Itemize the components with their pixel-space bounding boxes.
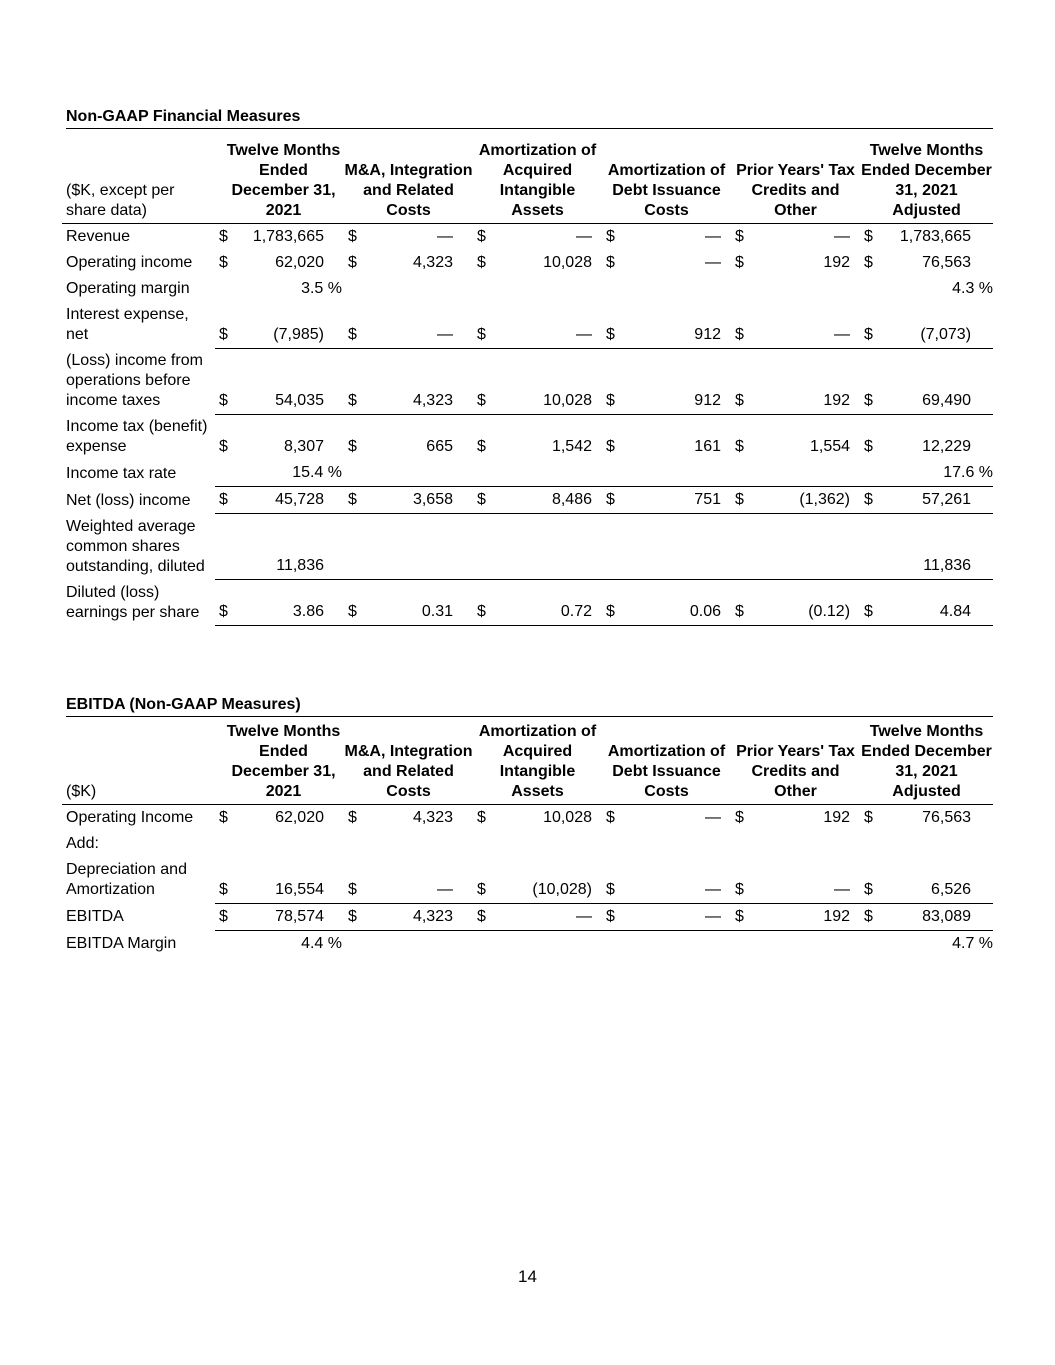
row-label: Net (loss) income <box>66 491 191 509</box>
column-header: Prior Years' Tax Credits and Other <box>731 722 860 805</box>
empty-cell <box>473 460 495 487</box>
currency-symbol: $ <box>860 302 882 348</box>
cell-value: — <box>705 228 721 245</box>
cell-value: (7,073) <box>882 302 993 348</box>
column-header: Twelve Months Ended December 31, 2021 Adjusted <box>860 141 993 224</box>
empty-cell <box>602 930 624 957</box>
percent-value: 4.4 % <box>301 934 342 952</box>
cell-value: 192 <box>823 809 851 826</box>
currency-symbol: $ <box>602 903 624 930</box>
column-header: Twelve Months Ended December 31, 2021 Adjusted <box>860 722 993 805</box>
section-title-non-gaap: Non-GAAP Financial Measures <box>66 107 993 129</box>
empty-cell <box>624 276 731 302</box>
empty-cell <box>602 514 624 580</box>
cell-value: — <box>624 903 731 930</box>
currency-symbol: $ <box>864 228 873 245</box>
cell-value: 8,307 <box>283 438 324 455</box>
empty-cell <box>366 276 473 302</box>
empty-cell <box>495 930 602 957</box>
table-row <box>62 580 993 626</box>
empty-cell <box>237 831 344 857</box>
column-header: M&A, Integration and Related Costs <box>344 722 473 805</box>
header-units-label: ($K) <box>62 722 215 805</box>
row-label: Income tax (benefit) expense <box>66 418 208 455</box>
currency-symbol: $ <box>735 228 744 245</box>
column-header: Twelve Months Ended December 31, 2021 <box>215 722 344 805</box>
column-header: Twelve Months Ended December 31, 2021 <box>215 141 344 224</box>
currency-symbol: $ <box>864 438 873 455</box>
currency-symbol: $ <box>344 348 366 414</box>
currency-symbol: $ <box>473 903 495 930</box>
cell-value: 3,658 <box>366 487 473 514</box>
row-label: Income tax rate <box>66 464 177 482</box>
cell-value: 192 <box>753 348 860 414</box>
header-row <box>62 141 993 224</box>
empty-cell <box>624 460 731 487</box>
cell-value: — <box>495 903 602 930</box>
table-row <box>62 276 993 302</box>
cell-value: — <box>753 857 860 903</box>
empty-cell <box>215 276 237 302</box>
cell-value: 16,554 <box>237 857 344 903</box>
empty-cell <box>602 460 624 487</box>
cell-value: 62,020 <box>275 254 324 271</box>
currency-symbol: $ <box>735 254 744 271</box>
cell-value: — <box>624 857 731 903</box>
currency-symbol: $ <box>215 857 237 903</box>
cell-value: 57,261 <box>882 487 993 514</box>
empty-cell <box>495 276 602 302</box>
empty-cell <box>753 930 860 957</box>
empty-cell <box>624 831 731 857</box>
cell-value: 4.84 <box>882 580 993 626</box>
currency-symbol: $ <box>602 580 624 626</box>
currency-symbol: $ <box>473 580 495 626</box>
cell-value: (1,362) <box>753 487 860 514</box>
cell-value: 83,089 <box>882 903 993 930</box>
empty-cell <box>624 930 731 957</box>
currency-symbol: $ <box>602 302 624 348</box>
cell-value: 912 <box>624 348 731 414</box>
empty-cell <box>495 831 602 857</box>
table-row <box>62 414 993 460</box>
cell-value: 0.06 <box>624 580 731 626</box>
empty-cell <box>753 831 860 857</box>
currency-symbol: $ <box>477 254 486 271</box>
empty-cell <box>495 514 602 580</box>
empty-cell <box>731 276 753 302</box>
cell-value: 1,542 <box>551 438 592 455</box>
empty-cell <box>495 460 602 487</box>
currency-symbol: $ <box>344 302 366 348</box>
currency-symbol: $ <box>602 348 624 414</box>
table-row <box>62 805 993 832</box>
cell-value: — <box>366 857 473 903</box>
currency-symbol: $ <box>219 228 228 245</box>
currency-symbol: $ <box>606 438 615 455</box>
empty-cell <box>473 930 495 957</box>
cell-value: 4,323 <box>412 809 453 826</box>
cell-value: — <box>834 228 851 245</box>
cell-value: 751 <box>624 487 731 514</box>
cell-value: 76,563 <box>922 254 972 271</box>
cell-value: (7,985) <box>237 302 344 348</box>
empty-cell <box>366 930 473 957</box>
column-header: Amortization of Debt Issuance Costs <box>602 141 731 224</box>
column-header: Prior Years' Tax Credits and Other <box>731 141 860 224</box>
currency-symbol: $ <box>215 348 237 414</box>
percent-value: 15.4 % <box>237 460 344 487</box>
empty-cell <box>731 514 753 580</box>
currency-symbol: $ <box>606 254 615 271</box>
currency-symbol: $ <box>348 254 357 271</box>
currency-symbol: $ <box>219 809 228 826</box>
shares-value: 11,836 <box>237 514 344 580</box>
currency-symbol: $ <box>477 809 486 826</box>
empty-cell <box>860 831 882 857</box>
cell-value: — <box>366 302 473 348</box>
column-header: M&A, Integration and Related Costs <box>344 141 473 224</box>
currency-symbol: $ <box>215 903 237 930</box>
cell-value: 76,563 <box>922 809 972 826</box>
currency-symbol: $ <box>473 857 495 903</box>
row-label: Operating margin <box>66 280 190 297</box>
empty-cell <box>366 514 473 580</box>
currency-symbol: $ <box>860 857 882 903</box>
cell-value: 10,028 <box>495 348 602 414</box>
row-label: Add: <box>66 835 99 852</box>
cell-value: — <box>576 228 592 245</box>
currency-symbol: $ <box>477 228 486 245</box>
empty-cell <box>473 831 495 857</box>
cell-value: — <box>705 809 721 826</box>
cell-value: — <box>495 302 602 348</box>
percent-value: 4.7 % <box>952 934 994 952</box>
empty-cell <box>602 276 624 302</box>
row-label: (Loss) income from operations before income taxes <box>66 352 203 409</box>
empty-cell <box>473 276 495 302</box>
currency-symbol: $ <box>473 487 495 514</box>
currency-symbol: $ <box>219 438 228 455</box>
currency-symbol: $ <box>602 857 624 903</box>
empty-cell <box>366 460 473 487</box>
empty-cell <box>344 276 366 302</box>
cell-value: 4,323 <box>412 254 453 271</box>
table-row <box>62 348 993 414</box>
empty-cell <box>731 930 753 957</box>
empty-cell <box>860 460 882 487</box>
percent-value: 4.3 % <box>952 280 994 297</box>
currency-symbol: $ <box>735 809 744 826</box>
cell-value: 1,783,665 <box>899 228 972 245</box>
currency-symbol: $ <box>473 302 495 348</box>
cell-value: 192 <box>823 254 851 271</box>
cell-value: 45,728 <box>237 487 344 514</box>
currency-symbol: $ <box>348 809 357 826</box>
cell-value: 665 <box>426 438 453 455</box>
currency-symbol: $ <box>731 487 753 514</box>
empty-cell <box>344 930 366 957</box>
currency-symbol: $ <box>731 903 753 930</box>
currency-symbol: $ <box>860 903 882 930</box>
empty-cell <box>753 514 860 580</box>
table-row <box>62 487 993 514</box>
cell-value: 78,574 <box>237 903 344 930</box>
cell-value: 4,323 <box>366 348 473 414</box>
empty-cell <box>860 930 882 957</box>
empty-cell <box>215 460 237 487</box>
cell-value: 62,020 <box>275 809 324 826</box>
empty-cell <box>860 276 882 302</box>
empty-cell <box>731 831 753 857</box>
currency-symbol: $ <box>344 580 366 626</box>
cell-value: — <box>753 302 860 348</box>
row-label: Interest expense, net <box>66 306 189 343</box>
empty-cell <box>215 831 237 857</box>
table-row <box>62 514 993 580</box>
empty-cell <box>602 831 624 857</box>
table-row <box>62 831 993 857</box>
row-label: EBITDA <box>66 908 124 925</box>
cell-value: (10,028) <box>495 857 602 903</box>
currency-symbol: $ <box>735 438 744 455</box>
cell-value: 69,490 <box>882 348 993 414</box>
empty-cell <box>624 514 731 580</box>
currency-symbol: $ <box>473 348 495 414</box>
currency-symbol: $ <box>864 809 873 826</box>
empty-cell <box>344 831 366 857</box>
cell-value: 54,035 <box>237 348 344 414</box>
currency-symbol: $ <box>860 348 882 414</box>
table-row <box>62 224 993 251</box>
cell-value: — <box>705 254 721 271</box>
ebitda-table <box>62 722 993 957</box>
row-label: Revenue <box>66 228 131 245</box>
empty-cell <box>731 460 753 487</box>
row-label: Weighted average common shares outstanding, diluted <box>66 517 205 575</box>
currency-symbol: $ <box>860 487 882 514</box>
cell-value: 0.72 <box>495 580 602 626</box>
cell-value: 0.31 <box>366 580 473 626</box>
row-label: Depreciation and Amortization <box>66 861 187 898</box>
empty-cell <box>366 831 473 857</box>
currency-symbol: $ <box>219 254 228 271</box>
currency-symbol: $ <box>215 302 237 348</box>
row-label: Operating Income <box>66 809 194 826</box>
empty-cell <box>215 930 237 957</box>
currency-symbol: $ <box>348 228 357 245</box>
cell-value: 8,486 <box>495 487 602 514</box>
shares-value: 11,836 <box>882 514 993 580</box>
empty-cell <box>215 514 237 580</box>
currency-symbol: $ <box>215 580 237 626</box>
empty-cell <box>344 514 366 580</box>
empty-cell <box>344 460 366 487</box>
table-row <box>62 857 993 903</box>
cell-value: 912 <box>624 302 731 348</box>
row-label: EBITDA Margin <box>66 934 177 952</box>
header-row <box>62 722 993 805</box>
cell-value: 10,028 <box>543 254 592 271</box>
non-gaap-table <box>62 141 993 626</box>
empty-cell <box>860 514 882 580</box>
currency-symbol: $ <box>344 487 366 514</box>
cell-value: 6,526 <box>882 857 993 903</box>
header-units-label: ($K, except per share data) <box>62 141 215 224</box>
table-row <box>62 250 993 276</box>
currency-symbol: $ <box>731 580 753 626</box>
currency-symbol: $ <box>606 809 615 826</box>
currency-symbol: $ <box>344 903 366 930</box>
cell-value: 161 <box>694 438 721 455</box>
cell-value: 4,323 <box>366 903 473 930</box>
table-row <box>62 302 993 348</box>
currency-symbol: $ <box>606 228 615 245</box>
cell-value: 1,783,665 <box>252 228 324 245</box>
table-row <box>62 903 993 930</box>
page-number: 14 <box>518 1267 537 1286</box>
cell-value: — <box>437 228 453 245</box>
column-header: Amortization of Acquired Intangible Assets <box>473 141 602 224</box>
currency-symbol: $ <box>731 348 753 414</box>
currency-symbol: $ <box>215 487 237 514</box>
cell-value: 12,229 <box>922 438 972 455</box>
column-header: Amortization of Debt Issuance Costs <box>602 722 731 805</box>
currency-symbol: $ <box>731 857 753 903</box>
cell-value: 3.86 <box>237 580 344 626</box>
cell-value: 192 <box>753 903 860 930</box>
empty-cell <box>882 831 993 857</box>
cell-value: 10,028 <box>543 809 592 826</box>
empty-cell <box>753 276 860 302</box>
empty-cell <box>753 460 860 487</box>
row-label: Diluted (loss) earnings per share <box>66 583 200 621</box>
column-header: Amortization of Acquired Intangible Assets <box>473 722 602 805</box>
currency-symbol: $ <box>348 438 357 455</box>
row-label: Operating income <box>66 254 193 271</box>
percent-value: 3.5 % <box>301 280 342 297</box>
empty-cell <box>473 514 495 580</box>
currency-symbol: $ <box>731 302 753 348</box>
currency-symbol: $ <box>864 254 873 271</box>
table-row <box>62 460 993 487</box>
table-row <box>62 930 993 957</box>
currency-symbol: $ <box>602 487 624 514</box>
currency-symbol: $ <box>344 857 366 903</box>
percent-value: 17.6 % <box>882 460 993 487</box>
section-title-ebitda: EBITDA (Non-GAAP Measures) <box>66 695 993 717</box>
cell-value: (0.12) <box>753 580 860 626</box>
currency-symbol: $ <box>477 438 486 455</box>
currency-symbol: $ <box>860 580 882 626</box>
cell-value: 1,554 <box>809 438 851 455</box>
